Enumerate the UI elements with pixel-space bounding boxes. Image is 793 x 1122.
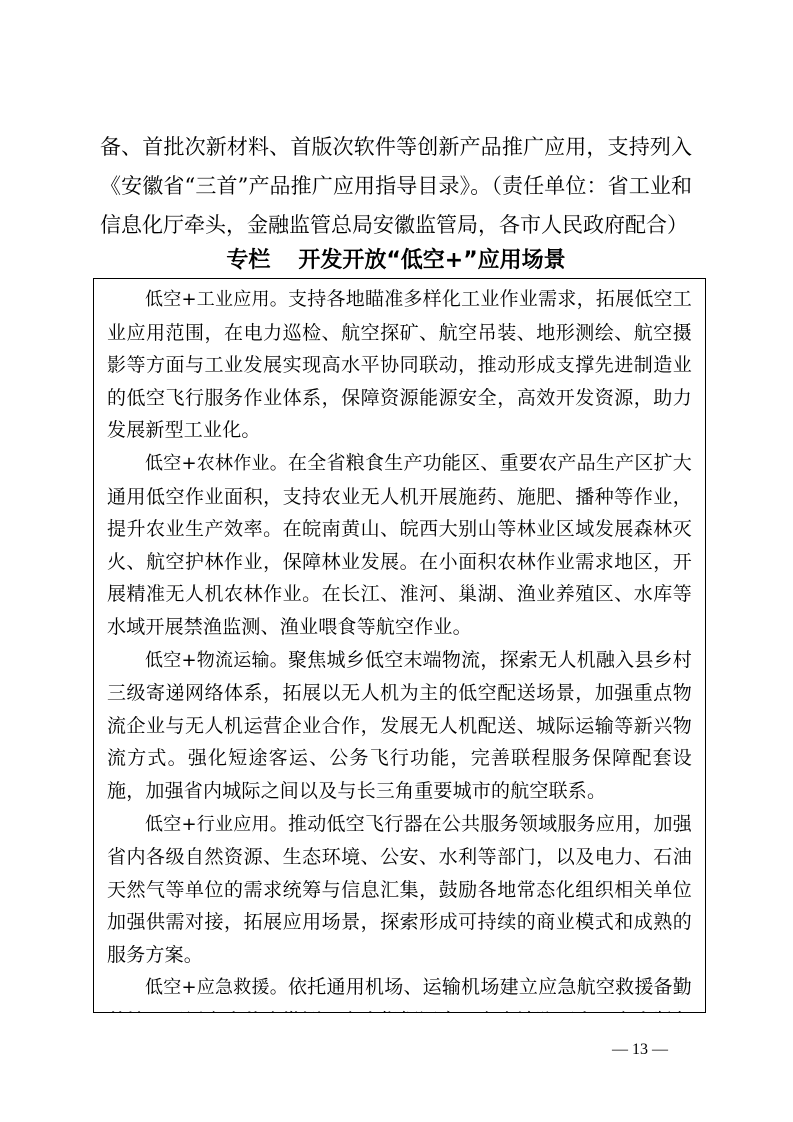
section-text: 推动低空飞行器在公共服务领域服务应用，加强省内各级自然资源、生态环境、公安、水利等部门，以及电力、石油天然气等单位的需求统筹与信息汇集，鼓励各地常态化组织相关单位加强供需对接，拓展应用场景，探索形成可持续的商业模式和成熟的服务方案。 [107,812,692,966]
section-lead: 低空+应急救援。 [145,977,288,999]
column-box [93,278,706,1013]
column-label: 专栏 [226,248,271,273]
section-agriculture [107,447,692,644]
column-title [93,244,699,278]
section-industry [107,283,692,447]
section-text: 依托通用机场、运输机场建立应急航空救援备勤 [288,976,692,999]
section-logistics [107,644,692,808]
section-industry-applications [107,808,692,972]
intro-paragraph: 备、首批次新材料、首版次软件等创新产品推广应用，支持列入《安徽省“三首”产品推广应用指导目录》。（责任单位：省工业和信息化厅牵头，金融监管总局安徽监管局，各市人民政府配合） [100,135,692,237]
section-lead: 低空+物流运输。 [145,649,288,671]
column-box-content [94,279,705,1013]
section-text: 支持各地瞄准多样化工业作业需求，拓展低空工业应用范围，在电力巡检、航空探矿、航空吊装、地形测绘、航空摄影等方面与工业发展实现高水平协同联动，推动形成支撑先进制造业的低空飞行服务作业体系，保障资源能源安全，高效开发资源，助力发展新型工业化。 [107,288,692,442]
column-heading: 开发开放“低空+”应用场景 [298,248,566,273]
section-lead: 低空+工业应用。 [145,289,288,310]
section-text: 在全省粮食生产功能区、重要农产品生产区扩大通用低空作业面积，支持农业无人机开展施药、施肥、播种等作业，提升农业生产效率。在皖南黄山、皖西大别山等林业区域发展森林灭火、航空护林作业，保障林业发展。在小面积农林作业需求地区，开展精准无人机农林作业。在长江、淮河、巢湖、渔业养殖区、水库等水域开展禁渔监测、渔业喂食等航空作业。 [107,451,692,638]
section-lead: 低空+农林作业。 [145,452,288,474]
section-emergency-rescue [107,971,692,1013]
page-number: — 13 — [612,1041,668,1058]
section-text: 聚焦城乡低空末端物流，探索无人机融入县乡村三级寄递网络体系，拓展以无人机为主的低空配送场景，加强重点物流企业与无人机运营企业合作，发展无人机配送、城际运输等新兴物流方式。强化短途客运、公务飞行功能，完善联程服务保障配套设施，加强省内城际之间以及与长三角重要城市的航空联系。 [107,648,692,802]
section-lead: 低空+行业应用。 [145,813,288,835]
